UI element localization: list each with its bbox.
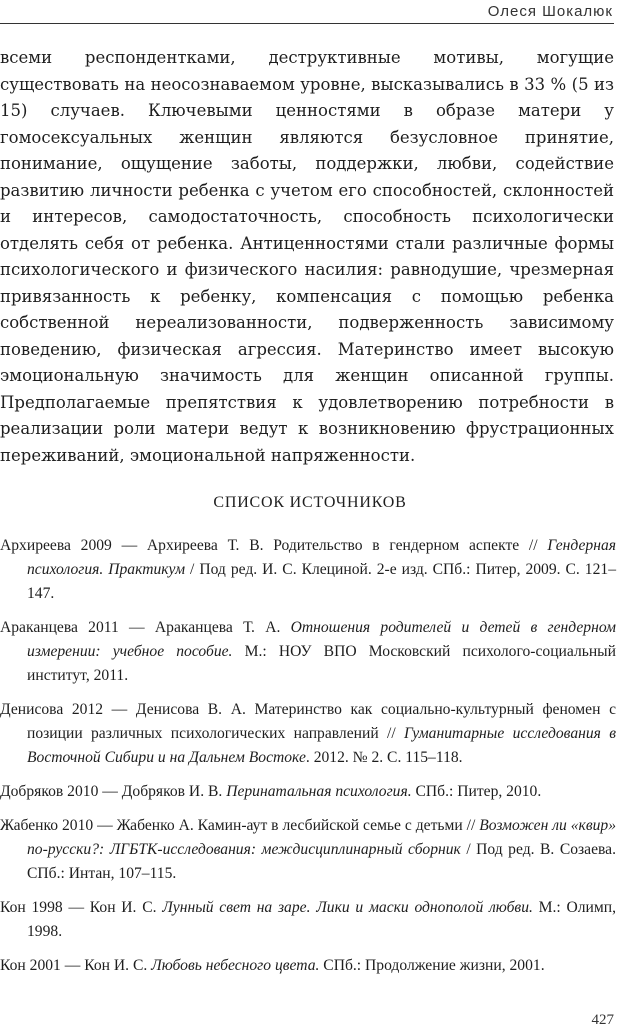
reference-title-italic: Лунный свет на заре. Лики и маски однополой любви.	[162, 899, 533, 916]
reference-title-italic: Любовь небесного цвета.	[151, 957, 320, 974]
reference-text: М.: НОУ ВПО Московский психолого-социальный институт, 2011.	[27, 643, 617, 684]
reference-item	[0, 896, 616, 944]
header-rule	[0, 23, 614, 24]
reference-text: Денисова 2012 — Денисова В. А. Материнство как социально-культурный феномен с позиции различных психологических направлений //	[0, 701, 616, 742]
reference-title-italic: Гендерная психология. Практикум	[27, 537, 616, 578]
reference-text: М.: Олимп, 1998.	[27, 899, 616, 940]
reference-text: . 2012. № 2. С. 115–118.	[305, 749, 463, 766]
reference-item	[0, 698, 616, 770]
references-list	[0, 534, 616, 988]
reference-text: / Под ред. И. С. Клециной. 2-е изд. СПб.: Питер, 2009. С. 121–147.	[27, 561, 616, 602]
running-header-author: Олеся Шокалюк	[487, 3, 613, 20]
reference-text: СПб.: Продолжение жизни, 2001.	[319, 957, 545, 974]
reference-text: Жабенко 2010 — Жабенко А. Камин-аут в лесбийской семье с детьми //	[0, 817, 480, 834]
reference-text: Кон 2001 — Кон И. С.	[0, 957, 152, 974]
reference-item	[0, 534, 616, 606]
references-title: СПИСОК ИСТОЧНИКОВ	[213, 494, 407, 511]
reference-text: / Под ред. В. Созаева. СПб.: Интан, 107–115.	[27, 841, 616, 882]
reference-text: Архиреева 2009 — Архиреева Т. В. Родительство в гендерном аспекте //	[0, 537, 548, 554]
reference-item	[0, 954, 616, 978]
reference-item	[0, 780, 616, 804]
body-paragraph: всеми респондентками, деструктивные мотивы, могущие существовать на неосознаваемом уровне, высказывались в 33 % (5 из 15) случаев. Ключевыми ценностями в образе матери у гомосексуальных женщин являются безусловное принятие, понимание, ощущение заботы, поддержки, любви, содействие развитию личности ребенка с учетом его способностей, склонностей и интересов, самодостаточность, способность психологически отделять себя от ребенка. Антиценностями стали различные формы психологического и физического насилия: равнодушие, чрезмерная привязанность к ребенку, компенсация с помощью ребенка собственной нереализованности, подверженность зависимому поведению, физическая агрессия. Материнство имеет высокую эмоциональную значимость для женщин описанной группы. Предполагаемые препятствия к удовлетворению потребности в реализации роли матери ведут к возникновению фрустрационных переживаний, эмоциональной напряженности.	[0, 48, 614, 465]
reference-item	[0, 616, 616, 688]
reference-title-italic: Возможен ли «квир» по-русски?: ЛГБТК-исследования: междисциплинарный сборник	[27, 817, 617, 858]
reference-title-italic: Перинатальная психология.	[226, 783, 412, 800]
page-number: 427	[591, 1012, 614, 1028]
reference-item	[0, 814, 616, 886]
reference-text: Добряков 2010 — Добряков И. В.	[0, 783, 227, 800]
reference-text: Араканцева 2011 — Араканцева Т. А.	[0, 619, 291, 636]
reference-title-italic: Отношения родителей и детей в гендерном измерении: учебное пособие.	[27, 619, 616, 660]
reference-title-italic: Гуманитарные исследования в Восточной Сибири и на Дальнем Востоке	[27, 725, 616, 766]
reference-text: СПб.: Питер, 2010.	[411, 783, 542, 800]
reference-text: Кон 1998 — Кон И. С.	[0, 899, 163, 916]
